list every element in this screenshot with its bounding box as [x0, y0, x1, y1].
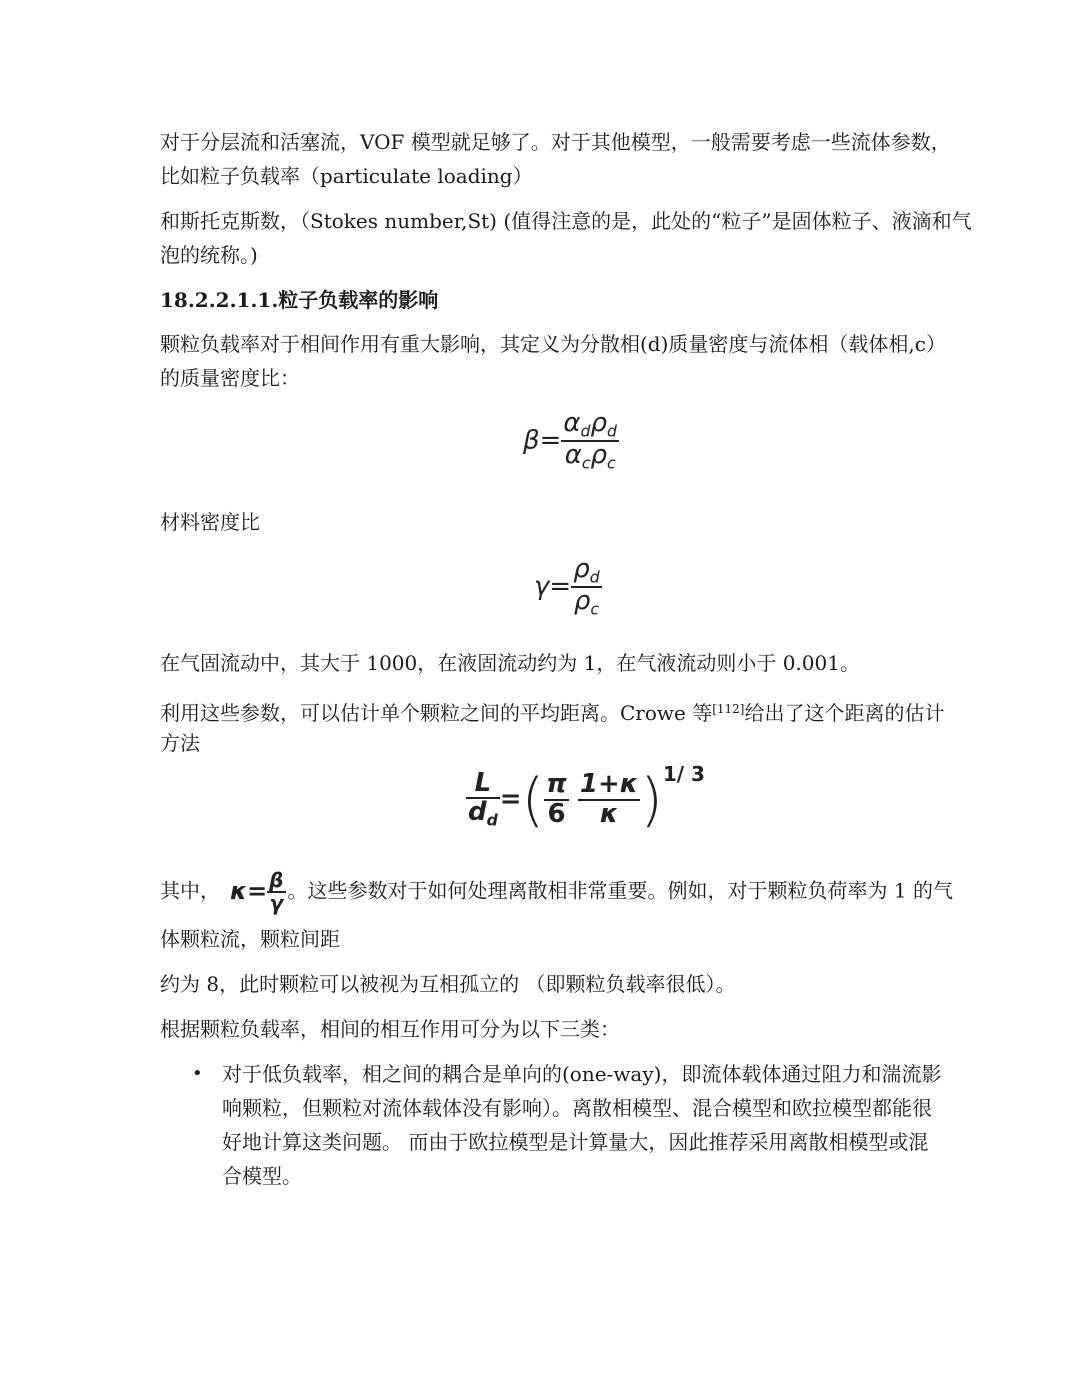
- paragraph-kappa-line1: [160, 870, 990, 914]
- equals-sign: =: [499, 784, 522, 815]
- one-plus-kappa: 1+κ: [579, 769, 639, 800]
- bullet-marker: •: [192, 1063, 203, 1084]
- beta-over-gamma: [267, 870, 285, 914]
- right-paren: ): [640, 765, 663, 834]
- rho-d: ρ: [573, 554, 590, 584]
- sub-d: d: [486, 811, 498, 830]
- crowe-text-b: 给出了这个距离的估计: [744, 701, 945, 726]
- paragraph-stokes-line2: 泡的统称。): [160, 243, 258, 267]
- l-over-d-fraction: [466, 770, 500, 829]
- kappa-fraction: [578, 771, 640, 828]
- gamma-symbol: γ: [269, 891, 284, 915]
- equation-beta: [523, 410, 619, 472]
- equation-gamma: [534, 556, 602, 618]
- equals-sign: =: [247, 877, 268, 905]
- bullet-line4: 合模型。: [222, 1164, 302, 1188]
- alpha-c: α: [564, 439, 582, 470]
- kappa-symbol: κ: [230, 877, 248, 905]
- paragraph-loading-def-line1: 颗粒负载率对于相间作用有重大影响，其定义为分散相(d)质量密度与流体相（载体相,c）: [160, 332, 946, 356]
- alpha-d: α: [563, 408, 581, 438]
- bullet-line1: 对于低负载率，相之间的耦合是单向的(one-way)，即流体载体通过阻力和湍流影: [222, 1062, 942, 1086]
- rho-c: ρ: [573, 585, 591, 616]
- pi-over-six-fraction: [544, 771, 569, 828]
- l-symbol: L: [466, 770, 500, 799]
- gamma-symbol: γ: [534, 571, 550, 602]
- beta-symbol: β: [269, 868, 284, 892]
- equation-kappa: [230, 870, 286, 914]
- paragraph-intro-line1: 对于分层流和活塞流，VOF 模型就足够了。对于其他模型，一般需要考虑一些流体参数，: [160, 130, 951, 154]
- paragraph-spacing: 约为 8，此时颗粒可以被视为互相孤立的 （即颗粒负载率很低）。: [160, 972, 736, 996]
- paragraph-intro-line2: 比如粒子负载率（particulate loading）: [160, 164, 533, 188]
- sub-c: c: [590, 600, 599, 619]
- crowe-text-a: 利用这些参数，可以估计单个颗粒之间的平均距离。Crowe 等: [160, 701, 713, 726]
- beta-symbol: β: [523, 425, 540, 456]
- citation-ref: [112]: [712, 702, 745, 716]
- six-digit: 6: [547, 798, 566, 829]
- paragraph-material-density: 材料密度比: [160, 510, 260, 534]
- exponent-one-third: 1/ 3: [662, 762, 705, 786]
- rho-d: ρ: [590, 408, 607, 438]
- left-paren: (: [521, 765, 545, 834]
- paragraph-loading-def-line2: 的质量密度比：: [160, 366, 300, 390]
- equals-sign: =: [539, 425, 562, 456]
- beta-fraction: [561, 410, 618, 472]
- sub-c: c: [606, 454, 616, 473]
- d-symbol: d: [468, 797, 487, 828]
- pi-symbol: π: [546, 769, 567, 800]
- paragraph-crowe-line1: [160, 692, 990, 730]
- paragraph-stokes-line1: 和斯托克斯数，（Stokes number,St) (值得注意的是，此处的“粒子”是固体粒子、液滴和气: [160, 209, 972, 233]
- paragraph-flow-values: 在气固流动中，其大于 1000，在液固流动约为 1，在气液流动则小于 0.001。: [160, 651, 860, 675]
- sub-d: d: [606, 422, 617, 441]
- kappa-symbol: κ: [599, 798, 619, 829]
- rho-c: ρ: [590, 439, 607, 470]
- section-heading: 18.2.2.1.1.粒子负载率的影响: [160, 288, 439, 312]
- paragraph-crowe-line2: 方法: [160, 731, 200, 755]
- kappa-prefix: 其中，: [160, 878, 220, 903]
- kappa-text: 。这些参数对于如何处理离散相非常重要。例如，对于颗粒负荷率为 1 的气: [287, 878, 953, 903]
- sub-d: d: [580, 422, 591, 441]
- bullet-line2: 响颗粒，但颗粒对流体载体没有影响）。离散相模型、混合模型和欧拉模型都能很: [222, 1096, 932, 1120]
- sub-d: d: [589, 568, 600, 587]
- equals-sign: =: [549, 571, 572, 602]
- paragraph-categories: 根据颗粒负载率，相间的相互作用可分为以下三类：: [160, 1017, 620, 1041]
- equation-distance: [466, 762, 705, 834]
- gamma-fraction: [571, 556, 601, 618]
- paragraph-kappa-line2: 体颗粒流，颗粒间距: [160, 927, 340, 951]
- bullet-line3: 好地计算这类问题。 而由于欧拉模型是计算量大，因此推荐采用离散相模型或混: [222, 1130, 929, 1154]
- sub-c: c: [581, 454, 591, 473]
